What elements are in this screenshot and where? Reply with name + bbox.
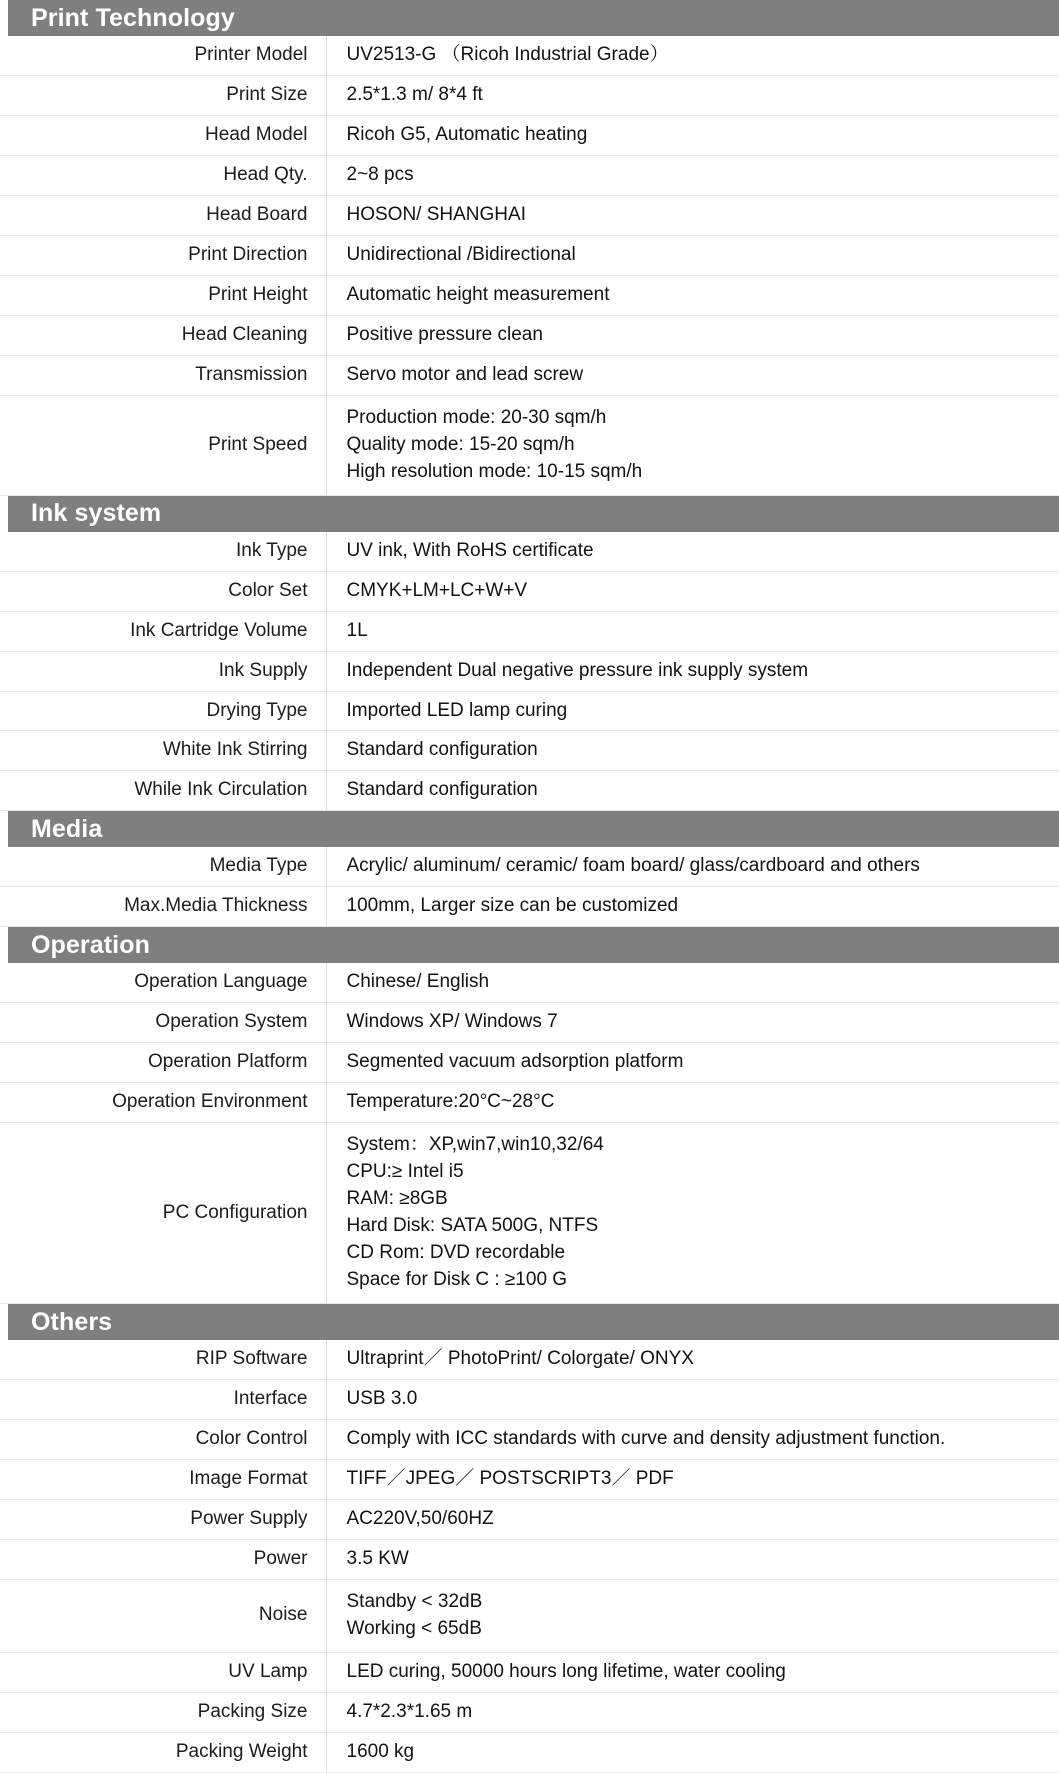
spec-value-line: Standby < 32dB [346, 1590, 483, 1612]
table-row [0, 155, 1059, 195]
spec-value [326, 532, 1059, 571]
spec-value [326, 1459, 1059, 1499]
spec-value-line: Windows XP/ Windows 7 [346, 1011, 558, 1033]
spec-value-line: High resolution mode: 10-15 sqm/h [346, 460, 643, 482]
table-row [0, 847, 1059, 886]
spec-value [326, 315, 1059, 355]
spec-value-line: Working < 65dB [346, 1617, 482, 1639]
table-row [0, 275, 1059, 315]
spec-value-line: UV2513-G （Ricoh Industrial Grade） [346, 44, 669, 65]
spec-label: Operation System [0, 1003, 326, 1043]
spec-value-line: Ultraprint／ PhotoPrint/ Colorgate/ ONYX [346, 1348, 694, 1370]
section-title: Others [31, 1307, 113, 1336]
spec-value [326, 1003, 1059, 1043]
table-row [0, 1692, 1059, 1732]
spec-label: Noise [0, 1579, 326, 1652]
spec-value [326, 1043, 1059, 1083]
table-row [0, 315, 1059, 355]
section-title: Print Technology [31, 3, 235, 32]
spec-label: Operation Platform [0, 1043, 326, 1083]
table-row [0, 1539, 1059, 1579]
spec-label: Print Size [0, 75, 326, 115]
table-row [0, 395, 1059, 495]
spec-value [326, 1499, 1059, 1539]
spec-label: Color Set [0, 571, 326, 611]
section-header-operation [8, 927, 1059, 963]
table-row [0, 887, 1059, 927]
spec-value-line: Imported LED lamp curing [346, 699, 568, 721]
spec-value [326, 355, 1059, 395]
spec-label: Ink Cartridge Volume [0, 611, 326, 651]
spec-value-line: CD Rom: DVD recordable [346, 1242, 566, 1264]
spec-value-line: Quality mode: 15-20 sqm/h [346, 433, 575, 455]
table-row [0, 571, 1059, 611]
spec-value [326, 887, 1059, 927]
spec-label: Ink Type [0, 532, 326, 571]
section-rows-media [0, 847, 1059, 927]
spec-value [326, 1419, 1059, 1459]
spec-value [326, 1380, 1059, 1420]
spec-value-line: System：XP,win7,win10,32/64 [346, 1134, 604, 1156]
spec-value-line: HOSON/ SHANGHAI [346, 203, 526, 225]
table-row [0, 1123, 1059, 1304]
spec-value-line: Unidirectional /Bidirectional [346, 243, 576, 265]
spec-value-line: Temperature:20°C~28°C [346, 1091, 555, 1113]
spec-value [326, 275, 1059, 315]
spec-value-line: Automatic height measurement [346, 283, 610, 305]
spec-value-line: CPU:≥ Intel i5 [346, 1161, 464, 1183]
table-row [0, 963, 1059, 1002]
table-row [0, 355, 1059, 395]
spec-value [326, 1692, 1059, 1732]
spec-value-line: UV ink, With RoHS certificate [346, 539, 594, 561]
table-row [0, 1732, 1059, 1772]
table-row [0, 651, 1059, 691]
spec-value-line: USB 3.0 [346, 1388, 418, 1409]
spec-value [326, 1579, 1059, 1652]
spec-value [326, 1539, 1059, 1579]
spec-label: PC Configuration [0, 1123, 326, 1304]
table-row [0, 1419, 1059, 1459]
spec-label: Head Model [0, 115, 326, 155]
table-row [0, 195, 1059, 235]
spec-label: Packing Weight [0, 1732, 326, 1772]
spec-value-line: CMYK+LM+LC+W+V [346, 579, 528, 601]
table-row [0, 1340, 1059, 1379]
table-row [0, 1380, 1059, 1420]
spec-value-line: 3.5 KW [346, 1547, 409, 1569]
table-row [0, 731, 1059, 771]
spec-value [326, 847, 1059, 886]
spec-label: Head Cleaning [0, 315, 326, 355]
table-row [0, 235, 1059, 275]
spec-label: Media Type [0, 847, 326, 886]
spec-label: Power Supply [0, 1499, 326, 1539]
spec-value-line: RAM: ≥8GB [346, 1188, 448, 1210]
spec-value [326, 963, 1059, 1002]
spec-label: Print Speed [0, 395, 326, 495]
spec-value-line: Standard configuration [346, 739, 538, 761]
table-row [0, 532, 1059, 571]
section-rows-ink-system [0, 532, 1059, 812]
table-row [0, 75, 1059, 115]
spec-value-line: Production mode: 20-30 sqm/h [346, 406, 607, 428]
spec-value [326, 115, 1059, 155]
spec-value-line: Servo motor and lead screw [346, 363, 584, 385]
spec-value-line: TIFF／JPEG／ POSTSCRIPT3／ PDF [346, 1467, 674, 1489]
spec-value-line: Segmented vacuum adsorption platform [346, 1051, 684, 1073]
spec-label: Operation Language [0, 963, 326, 1002]
spec-value-line: Hard Disk: SATA 500G, NTFS [346, 1215, 599, 1237]
section-title: Media [31, 814, 103, 843]
section-header-print-technology [8, 0, 1059, 36]
spec-label: Max.Media Thickness [0, 887, 326, 927]
spec-value-line: 1L [346, 619, 368, 641]
table-row [0, 1043, 1059, 1083]
spec-value-line: 2~8 pcs [346, 163, 414, 185]
spec-label: Print Direction [0, 235, 326, 275]
spec-value-line: Independent Dual negative pressure ink supply system [346, 659, 809, 681]
spec-value [326, 651, 1059, 691]
spec-value [326, 1083, 1059, 1123]
spec-value [326, 1123, 1059, 1304]
spec-value-line: 1600 kg [346, 1740, 415, 1762]
spec-value-line: Space for Disk C : ≥100 G [346, 1269, 568, 1291]
spec-label: Power [0, 1539, 326, 1579]
table-row [0, 36, 1059, 75]
spec-label: Printer Model [0, 36, 326, 75]
section-rows-print-technology [0, 36, 1059, 496]
table-row [0, 1083, 1059, 1123]
spec-value [326, 195, 1059, 235]
spec-value-line: Ricoh G5, Automatic heating [346, 123, 588, 145]
spec-label: RIP Software [0, 1340, 326, 1379]
spec-value [326, 75, 1059, 115]
section-header-ink-system [8, 496, 1059, 532]
spec-label: While Ink Circulation [0, 771, 326, 811]
spec-value [326, 611, 1059, 651]
spec-label: Packing Size [0, 1692, 326, 1732]
spec-label: Interface [0, 1380, 326, 1420]
spec-value-line: AC220V,50/60HZ [346, 1507, 494, 1529]
spec-value-line: LED curing, 50000 hours long lifetime, water cooling [346, 1660, 786, 1682]
spec-value [326, 395, 1059, 495]
spec-label: Print Height [0, 275, 326, 315]
table-row [0, 1579, 1059, 1652]
spec-value [326, 771, 1059, 811]
spec-label: Ink Supply [0, 651, 326, 691]
spec-value-line: 2.5*1.3 m/ 8*4 ft [346, 83, 483, 105]
spec-value [326, 571, 1059, 611]
spec-label: Transmission [0, 355, 326, 395]
spec-value-line: Standard configuration [346, 779, 538, 801]
spec-value-line: Chinese/ English [346, 971, 490, 993]
spec-value-line: Acrylic/ aluminum/ ceramic/ foam board/ glass/cardboard and others [346, 855, 920, 877]
section-header-media [8, 811, 1059, 847]
section-title: Ink system [31, 499, 162, 528]
spec-value [326, 691, 1059, 731]
spec-label: Drying Type [0, 691, 326, 731]
spec-value [326, 1732, 1059, 1772]
section-title: Operation [31, 930, 150, 959]
spec-value [326, 1340, 1059, 1379]
table-row [0, 1459, 1059, 1499]
section-rows-others [0, 1340, 1059, 1773]
spec-value [326, 36, 1059, 75]
spec-value-line: 4.7*2.3*1.65 m [346, 1700, 473, 1722]
spec-label: White Ink Stirring [0, 731, 326, 771]
spec-value [326, 155, 1059, 195]
table-row [0, 771, 1059, 811]
spec-label: Image Format [0, 1459, 326, 1499]
spec-value-line: 100mm, Larger size can be customized [346, 895, 679, 917]
table-row [0, 691, 1059, 731]
table-row [0, 611, 1059, 651]
section-rows-operation [0, 963, 1059, 1304]
table-row [0, 115, 1059, 155]
table-row [0, 1652, 1059, 1692]
table-row [0, 1003, 1059, 1043]
spec-value-line: Comply with ICC standards with curve and density adjustment function. [346, 1427, 946, 1449]
spec-value-line: Positive pressure clean [346, 323, 543, 345]
spec-label: Head Board [0, 195, 326, 235]
spec-value [326, 235, 1059, 275]
spec-value [326, 1652, 1059, 1692]
spec-label: Head Qty. [0, 155, 326, 195]
spec-label: Operation Environment [0, 1083, 326, 1123]
spec-label: Color Control [0, 1419, 326, 1459]
table-row [0, 1499, 1059, 1539]
spec-value [326, 731, 1059, 771]
section-header-others [8, 1304, 1059, 1340]
spec-label: UV Lamp [0, 1652, 326, 1692]
